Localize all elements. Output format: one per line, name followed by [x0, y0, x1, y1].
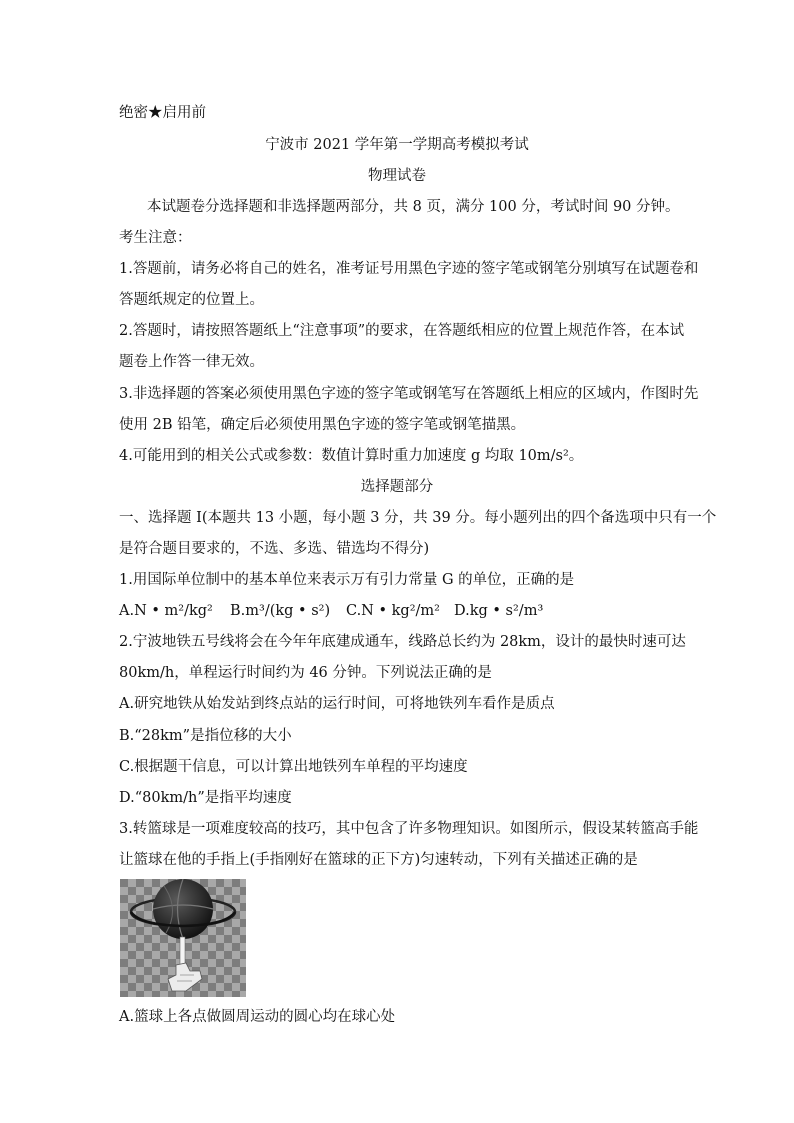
- part-title: 选择题部分: [360, 479, 434, 495]
- section-1-line-1: 一、选择题 I(本题共 13 小题，每小题 3 分，共 39 分。每小题列出的四个备选项中只有一个: [119, 510, 717, 526]
- confidential-label: 绝密★启用前: [119, 105, 206, 121]
- section-1-line-2: 是符合题目要求的，不选、多选、错选均不得分): [119, 541, 430, 557]
- spinning-basketball-figure: [120, 879, 246, 997]
- q2-option-d: D.“80km/h”是指平均速度: [119, 790, 292, 806]
- notice-2-line-2: 题卷上作答一律无效。: [119, 354, 264, 370]
- q1-option-b: B.m³/(kg • s²): [230, 603, 331, 619]
- notice-3-line-1: 3.非选择题的答案必须使用黑色字迹的签字笔或钢笔写在答题纸上相应的区域内，作图时先: [119, 386, 699, 402]
- notice-heading: 考生注意：: [119, 230, 192, 246]
- q1-stem: 1.用国际单位制中的基本单位来表示万有引力常量 G 的单位，正确的是: [119, 572, 575, 588]
- q1-option-a: A.N • m²/kg²: [119, 603, 213, 619]
- exam-subtitle: 物理试卷: [368, 168, 426, 184]
- q2-stem-line-1: 2.宁波地铁五号线将会在今年年底建成通车，线路总长约为 28km，设计的最快时速可达: [119, 634, 686, 650]
- q3-option-a: A.篮球上各点做圆周运动的圆心均在球心处: [119, 1009, 396, 1025]
- q1-option-c: C.N • kg²/m²: [346, 603, 440, 619]
- notice-1-line-1: 1.答题前，请务必将自己的姓名，准考证号用黑色字迹的签字笔或钢笔分别填写在试题卷和: [119, 261, 699, 277]
- q3-stem-line-2: 让篮球在他的手指上(手指刚好在篮球的正下方)匀速转动，下列有关描述正确的是: [119, 852, 638, 868]
- q3-stem-line-1: 3.转篮球是一项难度较高的技巧，其中包含了许多物理知识。如图所示，假设某转篮高手能: [119, 821, 699, 837]
- notice-2-line-1: 2.答题时，请按照答题纸上“注意事项”的要求，在答题纸相应的位置上规范作答，在本试: [119, 323, 685, 339]
- intro-text: 本试题卷分选择题和非选择题两部分，共 8 页，满分 100 分，考试时间 90 分钟。: [147, 199, 680, 215]
- q2-option-b: B.“28km”是指位移的大小: [119, 728, 292, 744]
- q2-option-c: C.根据题干信息，可以计算出地铁列车单程的平均速度: [119, 759, 468, 775]
- notice-4-line-1: 4.可能用到的相关公式或参数：数值计算时重力加速度 g 均取 10m/s²。: [119, 448, 584, 464]
- q1-option-d: D.kg • s²/m³: [454, 603, 544, 619]
- notice-1-line-2: 答题纸规定的位置上。: [119, 292, 264, 308]
- q2-stem-line-2: 80km/h，单程运行时间约为 46 分钟。下列说法正确的是: [119, 665, 492, 681]
- notice-3-line-2: 使用 2B 铅笔，确定后必须使用黑色字迹的签字笔或钢笔描黑。: [119, 417, 526, 433]
- exam-title: 宁波市 2021 学年第一学期高考模拟考试: [265, 137, 529, 153]
- q2-option-a: A.研究地铁从始发站到终点站的运行时间，可将地铁列车看作是质点: [119, 696, 555, 712]
